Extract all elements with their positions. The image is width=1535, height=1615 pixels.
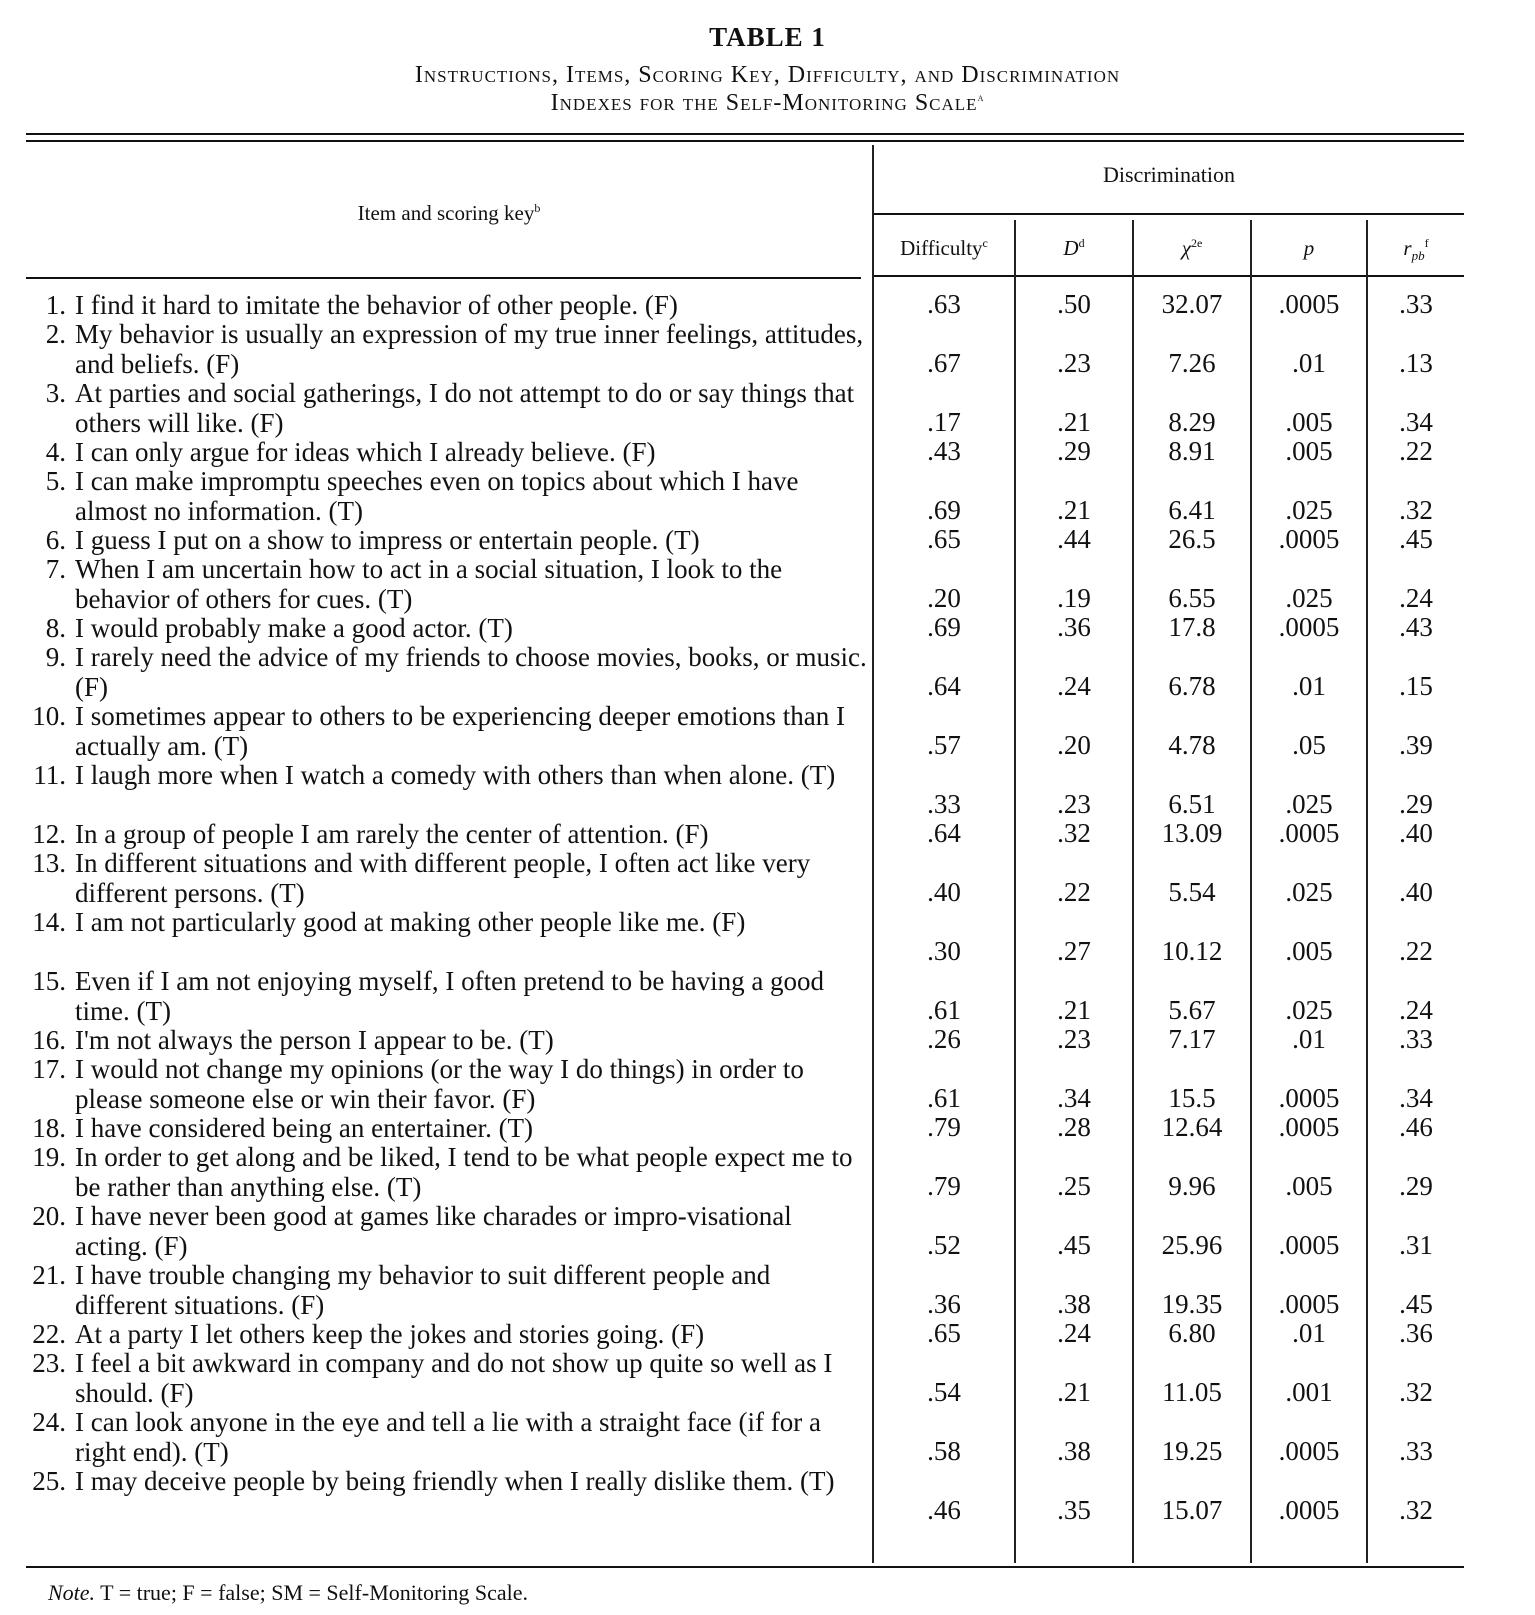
difficulty-value: .30 [927, 936, 961, 966]
d-header-mark: d [1078, 236, 1085, 250]
item-number: 14. [32, 907, 66, 937]
p-value: .0005 [1278, 612, 1340, 642]
d-value: .35 [1057, 1495, 1091, 1525]
item-cell [22, 819, 868, 849]
table-row [0, 525, 1535, 554]
item-text: I guess I put on a show to impress or entertain people. (T) [75, 525, 700, 555]
r-pb-value: .36 [1399, 1318, 1433, 1348]
r-pb-value: .40 [1399, 877, 1433, 907]
item-text: I have considered being an entertainer. (T) [75, 1113, 534, 1143]
table-row [0, 642, 1535, 701]
item-cell [22, 848, 868, 908]
item-cell [22, 1025, 868, 1055]
p-value: .05 [1292, 730, 1326, 760]
item-number: 24. [32, 1407, 66, 1437]
p-value: .01 [1292, 671, 1326, 701]
p-value: .01 [1292, 1318, 1326, 1348]
chi-square-value: 6.41 [1168, 495, 1216, 525]
difficulty-value: .64 [927, 818, 961, 848]
item-cell [22, 1113, 868, 1143]
chi-header-label: χ [1181, 236, 1191, 260]
item-cell [22, 1142, 868, 1202]
difficulty-value: .33 [927, 789, 961, 819]
item-number: 23. [32, 1348, 66, 1378]
difficulty-value: .58 [927, 1436, 961, 1466]
r-pb-value: .45 [1399, 1289, 1433, 1319]
r-pb-header [1368, 236, 1464, 266]
p-value: .01 [1292, 348, 1326, 378]
d-value: .38 [1057, 1436, 1091, 1466]
chi-square-value: 5.67 [1168, 995, 1216, 1025]
item-cell [22, 701, 868, 761]
item-text: I would not change my opinions (or the way I do things) in order to please someone else or win their favor. (F) [75, 1054, 804, 1114]
difficulty-value: .65 [927, 524, 961, 554]
difficulty-value: .69 [927, 612, 961, 642]
item-text: I would probably make a good actor. (T) [75, 613, 513, 643]
chi-square-value: 32.07 [1161, 289, 1223, 319]
chi-square-value: 15.07 [1161, 1495, 1223, 1525]
difficulty-value: .79 [927, 1112, 961, 1142]
table-body [0, 290, 1535, 1525]
item-text: I have trouble changing my behavior to suit different people and different situations. (F) [75, 1260, 771, 1320]
r-pb-value: .13 [1399, 348, 1433, 378]
header-rule-left [26, 277, 861, 279]
p-value: .025 [1285, 877, 1333, 907]
d-value: .21 [1057, 1377, 1091, 1407]
top-rule-2 [26, 140, 1464, 142]
r-pb-value: .34 [1399, 407, 1433, 437]
item-number: 3. [45, 378, 66, 408]
p-value: .001 [1285, 1377, 1333, 1407]
r-pb-value: .33 [1399, 1024, 1433, 1054]
d-value: .25 [1057, 1171, 1091, 1201]
d-value: .22 [1057, 877, 1091, 907]
p-value: .0005 [1278, 1495, 1340, 1525]
p-value: .025 [1285, 495, 1333, 525]
item-text: I find it hard to imitate the behavior of other people. (F) [75, 290, 678, 320]
difficulty-value: .69 [927, 495, 961, 525]
table-row [0, 966, 1535, 1025]
item-cell [22, 525, 868, 555]
d-value: .38 [1057, 1289, 1091, 1319]
header-rule-right [874, 275, 1464, 277]
difficulty-value: .36 [927, 1289, 961, 1319]
difficulty-value: .52 [927, 1230, 961, 1260]
item-number: 6. [45, 525, 66, 555]
item-text: I rarely need the advice of my friends to choose movies, books, or music. (F) [75, 642, 867, 702]
item-number: 21. [32, 1260, 66, 1290]
item-cell [22, 319, 868, 379]
difficulty-value: .54 [927, 1377, 961, 1407]
item-number: 2. [45, 319, 66, 349]
table-row [0, 1054, 1535, 1113]
p-value: .0005 [1278, 289, 1340, 319]
chi-square-value: 9.96 [1168, 1171, 1216, 1201]
d-value: .21 [1057, 407, 1091, 437]
table-row [0, 290, 1535, 319]
difficulty-value: .57 [927, 730, 961, 760]
difficulty-header-mark: c [982, 236, 988, 250]
chi-square-value: 17.8 [1168, 612, 1216, 642]
note-text: T = true; F = false; SM = Self-Monitoring Scale. [100, 1580, 529, 1605]
difficulty-value: .46 [927, 1495, 961, 1525]
table-row [0, 1466, 1535, 1525]
table-row [0, 1025, 1535, 1054]
r-pb-value: .31 [1399, 1230, 1433, 1260]
d-value: .24 [1057, 1318, 1091, 1348]
d-value: .32 [1057, 818, 1091, 848]
item-cell [22, 642, 868, 702]
table-row [0, 1201, 1535, 1260]
p-value: .0005 [1278, 818, 1340, 848]
item-header-mark: b [534, 201, 541, 215]
difficulty-header [874, 236, 1014, 266]
table-title: TABLE 1 [709, 22, 826, 52]
chi-square-value: 19.35 [1161, 1289, 1223, 1319]
item-cell [22, 1319, 868, 1349]
item-text: I sometimes appear to others to be experiencing deeper emotions than I actually am. (T) [75, 701, 845, 761]
chi-square-value: 7.26 [1168, 348, 1216, 378]
item-number: 17. [32, 1054, 66, 1084]
p-value: .01 [1292, 1024, 1326, 1054]
r-pb-value: .22 [1399, 936, 1433, 966]
table-row [0, 437, 1535, 466]
difficulty-value: .61 [927, 1083, 961, 1113]
r-header-sub: pb [1411, 248, 1425, 264]
p-value: .005 [1285, 436, 1333, 466]
p-header: p [1303, 236, 1315, 260]
r-pb-value: .39 [1399, 730, 1433, 760]
item-text: I can look anyone in the eye and tell a lie with a straight face (if for a right end). (T) [75, 1407, 821, 1467]
item-number: 9. [45, 642, 66, 672]
d-value: .19 [1057, 583, 1091, 613]
d-header [1016, 236, 1132, 266]
d-value: .23 [1057, 789, 1091, 819]
chi-square-value: 6.80 [1168, 1318, 1216, 1348]
r-header-mark: f [1424, 236, 1429, 250]
r-pb-value: .32 [1399, 1377, 1433, 1407]
table-row [0, 907, 1535, 966]
chi-square-value: 26.5 [1168, 524, 1216, 554]
item-cell [22, 966, 868, 1026]
bottom-rule [26, 1566, 1464, 1568]
item-number: 18. [32, 1113, 66, 1143]
item-number: 4. [45, 437, 66, 467]
item-cell [22, 1201, 868, 1261]
difficulty-value: .65 [927, 1318, 961, 1348]
chi-square-value: 13.09 [1161, 818, 1223, 848]
r-pb-value: .34 [1399, 1083, 1433, 1113]
item-number: 1. [45, 290, 66, 320]
table-caption-line-2-text: Indexes for the Self-Monitoring Scale [550, 90, 978, 116]
d-value: .29 [1057, 436, 1091, 466]
item-cell [22, 378, 868, 438]
p-value: .0005 [1278, 1083, 1340, 1113]
r-pb-value: .33 [1399, 1436, 1433, 1466]
difficulty-value: .61 [927, 995, 961, 1025]
item-cell [22, 1407, 868, 1467]
d-value: .23 [1057, 348, 1091, 378]
chi-square-value: 7.17 [1168, 1024, 1216, 1054]
item-number: 15. [32, 966, 66, 996]
discrimination-header: Discrimination [1103, 162, 1235, 187]
table-row [0, 701, 1535, 760]
p-value: .025 [1285, 789, 1333, 819]
item-number: 13. [32, 848, 66, 878]
difficulty-value: .26 [927, 1024, 961, 1054]
item-text: I may deceive people by being friendly when I really dislike them. (T) [75, 1466, 835, 1496]
table-row [0, 1142, 1535, 1201]
item-text: I can make impromptu speeches even on topics about which I have almost no information. (T) [75, 466, 799, 526]
item-text: At parties and social gatherings, I do not attempt to do or say things that others will like. (F) [75, 378, 855, 438]
item-cell [22, 907, 868, 937]
item-number: 11. [33, 760, 66, 790]
chi-square-value: 5.54 [1168, 877, 1216, 907]
d-value: .20 [1057, 730, 1091, 760]
caption-footnote-mark: a [977, 90, 985, 104]
p-value: .025 [1285, 995, 1333, 1025]
table-row [0, 466, 1535, 525]
table-row [0, 1407, 1535, 1466]
chi-square-value: 4.78 [1168, 730, 1216, 760]
item-text: I can only argue for ideas which I already believe. (F) [75, 437, 656, 467]
item-cell [22, 466, 868, 526]
item-text: Even if I am not enjoying myself, I often pretend to be having a good time. (T) [75, 966, 825, 1026]
d-value: .27 [1057, 936, 1091, 966]
table-row [0, 819, 1535, 848]
chi-square-value: 8.29 [1168, 407, 1216, 437]
chi-square-value: 15.5 [1168, 1083, 1216, 1113]
d-value: .36 [1057, 612, 1091, 642]
note-label: Note. [48, 1580, 96, 1605]
d-value: .21 [1057, 495, 1091, 525]
table-row [0, 1260, 1535, 1319]
item-cell [22, 290, 868, 320]
chi-square-value: 6.78 [1168, 671, 1216, 701]
item-text: When I am uncertain how to act in a social situation, I look to the behavior of others for cues. (T) [75, 554, 783, 614]
item-number: 10. [32, 701, 66, 731]
r-pb-value: .15 [1399, 671, 1433, 701]
item-cell [22, 437, 868, 467]
item-cell [22, 1348, 868, 1408]
r-pb-value: .43 [1399, 612, 1433, 642]
item-number: 7. [45, 554, 66, 584]
item-cell [22, 760, 868, 790]
table-row [0, 1348, 1535, 1407]
r-pb-value: .29 [1399, 1171, 1433, 1201]
d-value: .44 [1057, 524, 1091, 554]
difficulty-value: .63 [927, 289, 961, 319]
table-row [0, 554, 1535, 613]
r-pb-value: .22 [1399, 436, 1433, 466]
discrimination-rule [874, 213, 1464, 215]
item-text: My behavior is usually an expression of my true inner feelings, attitudes, and beliefs. (F) [75, 319, 864, 379]
table-row [0, 613, 1535, 642]
d-value: .23 [1057, 1024, 1091, 1054]
r-pb-value: .46 [1399, 1112, 1433, 1142]
item-text: I am not particularly good at making other people like me. (F) [75, 907, 746, 937]
r-pb-value: .45 [1399, 524, 1433, 554]
p-value: .0005 [1278, 1436, 1340, 1466]
difficulty-value: .17 [927, 407, 961, 437]
d-value: .45 [1057, 1230, 1091, 1260]
chi-header-mark: 2e [1190, 236, 1203, 250]
d-header-label: D [1063, 236, 1079, 260]
r-pb-value: .32 [1399, 1495, 1433, 1525]
p-value: .0005 [1278, 1230, 1340, 1260]
r-pb-value: .32 [1399, 495, 1433, 525]
difficulty-value: .43 [927, 436, 961, 466]
difficulty-value: .20 [927, 583, 961, 613]
d-value: .28 [1057, 1112, 1091, 1142]
r-pb-value: .40 [1399, 818, 1433, 848]
chi-square-header [1134, 236, 1250, 266]
item-cell [22, 613, 868, 643]
item-text: I feel a bit awkward in company and do not show up quite so well as I should. (F) [75, 1348, 833, 1408]
item-text: I'm not always the person I appear to be. (T) [75, 1025, 554, 1055]
d-value: .50 [1057, 289, 1091, 319]
r-pb-value: .24 [1399, 995, 1433, 1025]
chi-square-value: 8.91 [1168, 436, 1216, 466]
item-number: 16. [32, 1025, 66, 1055]
table-caption-line-1: Instructions, Items, Scoring Key, Difficulty, and Discrimination [414, 62, 1121, 88]
chi-square-value: 6.51 [1168, 789, 1216, 819]
item-cell [22, 1260, 868, 1320]
p-value: .005 [1285, 1171, 1333, 1201]
d-value: .24 [1057, 671, 1091, 701]
chi-square-value: 10.12 [1161, 936, 1223, 966]
p-value: .0005 [1278, 1112, 1340, 1142]
item-cell [22, 1466, 868, 1496]
table-note [48, 1580, 528, 1606]
d-value: .21 [1057, 995, 1091, 1025]
item-number: 12. [32, 819, 66, 849]
r-pb-value: .29 [1399, 789, 1433, 819]
chi-square-value: 19.25 [1161, 1436, 1223, 1466]
item-cell [22, 554, 868, 614]
item-number: 8. [45, 613, 66, 643]
chi-square-value: 11.05 [1162, 1377, 1222, 1407]
item-column-header [26, 201, 872, 226]
item-number: 19. [32, 1142, 66, 1172]
item-number: 25. [32, 1466, 66, 1496]
p-value: .005 [1285, 936, 1333, 966]
p-value: .005 [1285, 407, 1333, 437]
item-header-label: Item and scoring key [357, 201, 535, 225]
difficulty-header-label: Difficulty [900, 236, 983, 260]
item-text: In a group of people I am rarely the center of attention. (F) [75, 819, 709, 849]
p-value: .0005 [1278, 1289, 1340, 1319]
chi-square-value: 6.55 [1168, 583, 1216, 613]
difficulty-value: .67 [927, 348, 961, 378]
item-number: 22. [32, 1319, 66, 1349]
r-pb-value: .33 [1399, 289, 1433, 319]
table-row [0, 1113, 1535, 1142]
chi-square-value: 25.96 [1161, 1230, 1223, 1260]
top-rule-1 [26, 133, 1464, 135]
difficulty-value: .64 [927, 671, 961, 701]
difficulty-value: .40 [927, 877, 961, 907]
item-number: 20. [32, 1201, 66, 1231]
difficulty-value: .79 [927, 1171, 961, 1201]
item-number: 5. [45, 466, 66, 496]
item-text: In order to get along and be liked, I tend to be what people expect me to be rather than anything else. (T) [75, 1142, 853, 1202]
item-text: At a party I let others keep the jokes and stories going. (F) [75, 1319, 705, 1349]
p-value: .0005 [1278, 524, 1340, 554]
table-caption-line-2 [0, 90, 1535, 117]
table-row [0, 1319, 1535, 1348]
r-header-label: r [1403, 236, 1412, 260]
item-text: I have never been good at games like charades or impro-visational acting. (F) [75, 1201, 792, 1261]
table-row [0, 848, 1535, 907]
r-pb-value: .24 [1399, 583, 1433, 613]
item-text: In different situations and with different people, I often act like very different persons. (T) [75, 848, 811, 908]
chi-square-value: 12.64 [1161, 1112, 1223, 1142]
table-row [0, 760, 1535, 819]
table-row [0, 319, 1535, 378]
item-text: I laugh more when I watch a comedy with others than when alone. (T) [75, 760, 836, 790]
p-value: .025 [1285, 583, 1333, 613]
table-row [0, 378, 1535, 437]
item-cell [22, 1054, 868, 1114]
d-value: .34 [1057, 1083, 1091, 1113]
